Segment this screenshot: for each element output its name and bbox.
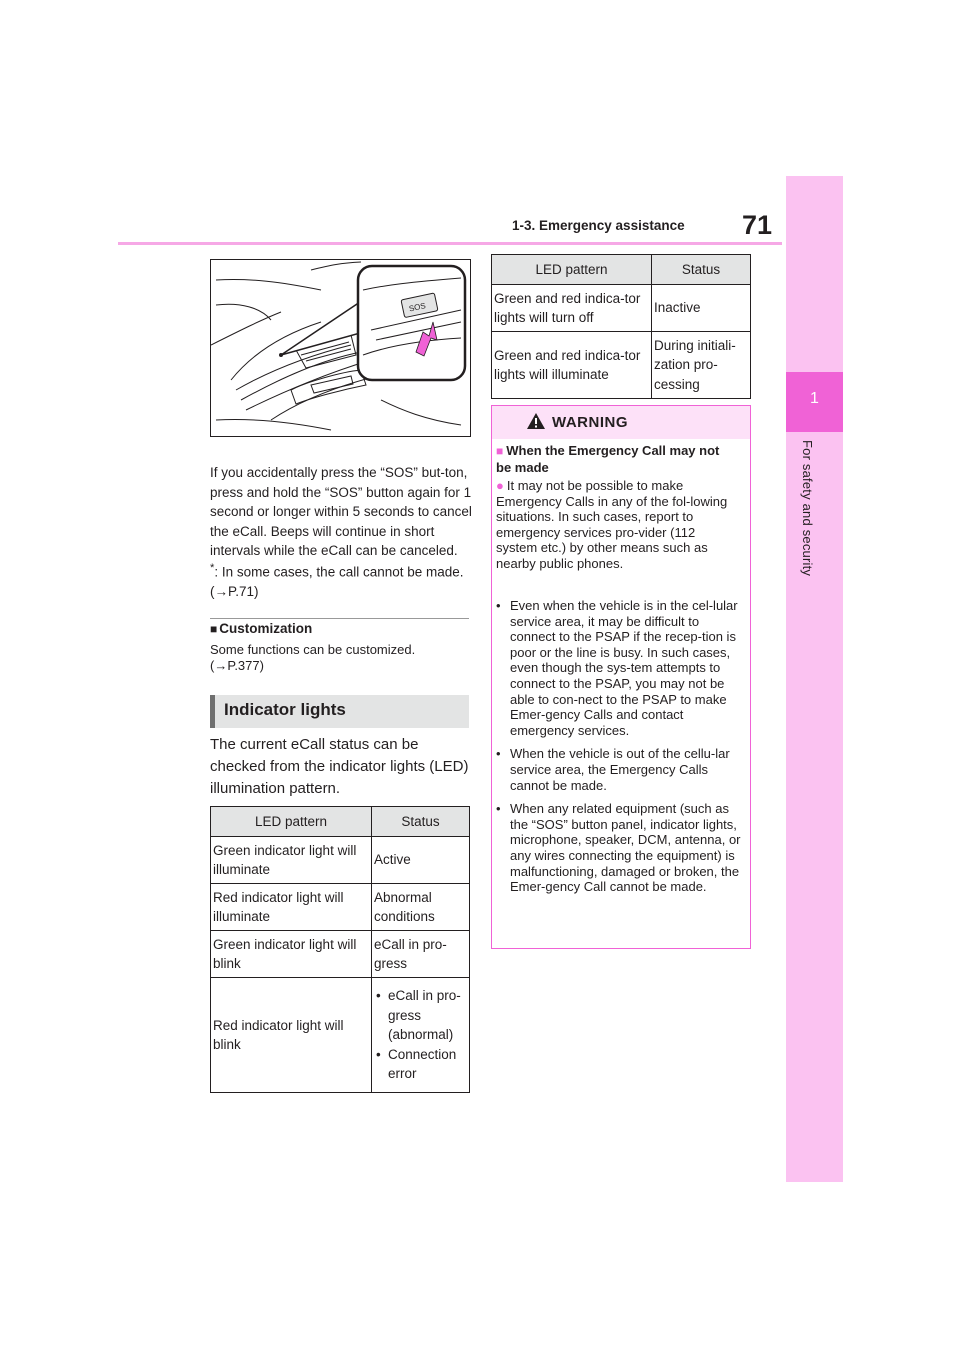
led-status-table-continued [491, 254, 751, 399]
status-list [374, 986, 467, 1084]
led-pattern-cell: Green and red indica-tor lights will illuminate [492, 332, 652, 399]
led-pattern-cell: Red indicator light will illuminate [211, 884, 372, 931]
warning-lead [496, 478, 731, 572]
footnote-text: : In some cases, the call cannot be made. (→P.71) [210, 564, 464, 600]
led-pattern-cell: Green indicator light will blink [211, 931, 372, 978]
section-title: 1-3. Emergency assistance [512, 218, 685, 233]
status-cell: Inactive [652, 285, 751, 332]
status-cell [372, 978, 470, 1093]
footnote-mark: * [210, 562, 215, 574]
warning-triangle-icon [526, 412, 546, 430]
status-cell: Active [372, 837, 470, 884]
column-header: LED pattern [492, 255, 652, 285]
list-item: • When any related equipment (such as the “SOS” button panel, indicator lights, microphone, speaker, DCM, antenna, or any wires connecting the equipment) is malfunctioning, damaged or broken, the Emer-gency Call cannot be made. [496, 801, 741, 895]
table-row [211, 884, 470, 931]
led-pattern-cell: Green and red indica-tor lights will turn off [492, 285, 652, 332]
list-item: • Connection error [388, 1045, 467, 1084]
chapter-number: 1 [810, 390, 819, 407]
square-bullet-icon: ■ [496, 444, 504, 458]
header-rule [118, 242, 782, 245]
cancel-paragraph: If you accidentally press the “SOS” but-ton, press and hold the “SOS” button again for 1 second or longer within 5 seconds to cancel the eCall. Beeps will continue in short intervals while the eCall can be canceled. [210, 465, 472, 559]
warning-bullet-list [496, 598, 741, 903]
circle-bullet-icon: ● [496, 478, 504, 493]
led-status-table [210, 806, 470, 1093]
table-header-row [211, 807, 470, 837]
chapter-side-tab [786, 176, 843, 1182]
table-row [492, 332, 751, 399]
overhead-console-drawing [211, 260, 470, 436]
table-row [211, 931, 470, 978]
warning-lead-text: It may not be possible to make Emergency Calls in any of the fol-lowing situations. In such cases, report to emergency services pro-vider (112 system etc.) by other means such as nearby public phones. [496, 478, 728, 571]
list-item: • eCall in pro-gress (abnormal) [388, 986, 467, 1045]
column-header: LED pattern [211, 807, 372, 837]
chapter-label: For safety and security [800, 440, 815, 577]
status-cell: During initiali-zation pro-cessing [652, 332, 751, 399]
warning-subheading [496, 443, 731, 475]
status-cell: eCall in pro-gress [372, 931, 470, 978]
column-header: Status [652, 255, 751, 285]
warning-title: WARNING [552, 414, 628, 431]
indicator-section-title: Indicator lights [224, 700, 346, 719]
sos-label: SOS [408, 301, 427, 314]
table-row [492, 285, 751, 332]
led-pattern-cell: Red indicator light will blink [211, 978, 372, 1093]
led-pattern-cell: Green indicator light will illuminate [211, 837, 372, 884]
column-header: Status [372, 807, 470, 837]
indicator-intro: The current eCall status can be checked from the indicator lights (LED) illumination pattern. [210, 736, 469, 797]
table-row [211, 978, 470, 1093]
list-item: • When the vehicle is out of the cellu-lar service area, the Emergency Calls cannot be made. [496, 746, 741, 793]
divider [210, 618, 469, 619]
customization-text: Some functions can be customized. (→P.377) [210, 642, 416, 673]
list-item: • Even when the vehicle is in the cel-lular service area, it may be difficult to connect to the PSAP if the recep-tion is poor or the line is busy. In such cases, even though the sys-tem attempts to connect to the PSAP, you may not be able to con-nect to the PSAP to make Emer-gency Calls and contact emergency services. [496, 598, 741, 738]
customization-heading-text: Customization [219, 621, 313, 636]
table-header-row [492, 255, 751, 285]
footnote [210, 559, 466, 602]
table-row [211, 837, 470, 884]
customization-heading [210, 621, 312, 636]
square-bullet-icon: ■ [210, 622, 218, 636]
sos-button-illustration [210, 259, 471, 437]
page-number: 71 [742, 210, 773, 240]
status-cell: Abnormal conditions [372, 884, 470, 931]
warning-subheading-text: When the Emergency Call may not be made [496, 443, 720, 475]
